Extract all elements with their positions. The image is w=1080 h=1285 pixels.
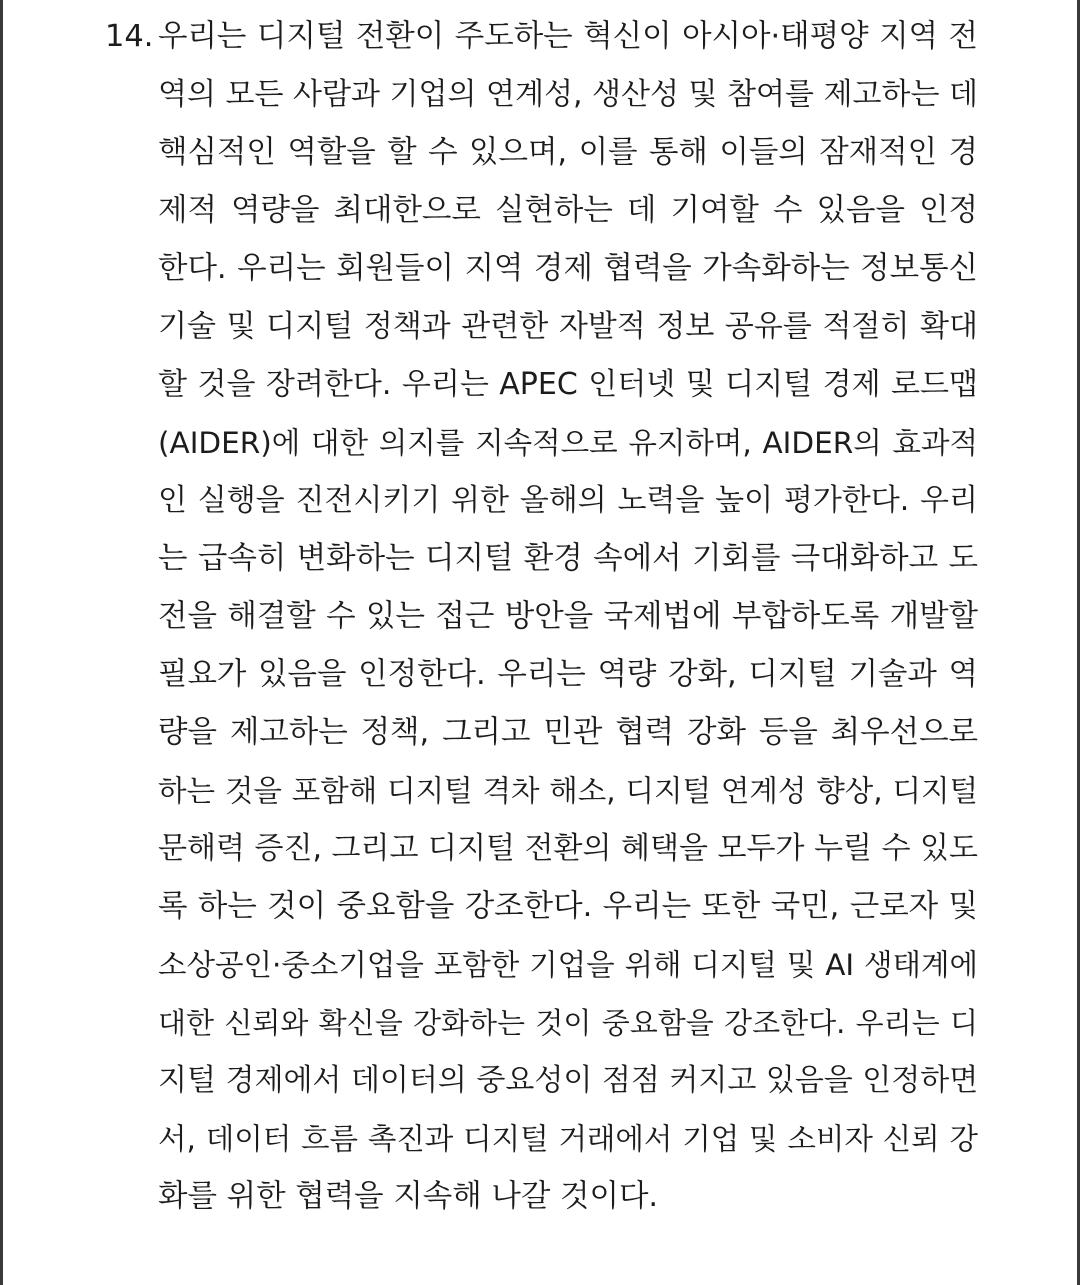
text-line: 량을 제고하는 정책, 그리고 민관 협력 강화 등을 최우선으로 xyxy=(158,715,978,750)
text-line: 전을 해결할 수 있는 접근 방안을 국제법에 부합하도록 개발할 xyxy=(158,599,978,634)
paragraph-body xyxy=(158,8,978,1226)
text-line: (AIDER)에 대한 의지를 지속적으로 유지하며, AIDER의 효과적 xyxy=(158,426,978,460)
text-line: 핵심적인 역할을 할 수 있으며, 이를 통해 이들의 잠재적인 경 xyxy=(158,135,978,170)
text-line: 서, 데이터 흐름 촉진과 디지털 거래에서 기업 및 소비자 신뢰 강 xyxy=(158,1122,978,1156)
text-line: 역의 모든 사람과 기업의 연계성, 생산성 및 참여를 제고하는 데 xyxy=(158,77,978,112)
text-line: 필요가 있음을 인정한다. 우리는 역량 강화, 디지털 기술과 역 xyxy=(158,657,978,692)
text-line: 는 급속히 변화하는 디지털 환경 속에서 기회를 극대화하고 도 xyxy=(158,541,978,576)
item-number: 14. xyxy=(105,19,154,54)
text-line: 지털 경제에서 데이터의 중요성이 점점 커지고 있음을 인정하면 xyxy=(158,1063,978,1098)
text-line-last: 화를 위한 협력을 지속해 나갈 것이다. xyxy=(158,1179,659,1214)
page-edge-left xyxy=(0,0,3,1285)
text-line: 할 것을 장려한다. 우리는 APEC 인터넷 및 디지털 경제 로드맵 xyxy=(158,367,978,402)
text-line: 소상공인·중소기업을 포함한 기업을 위해 디지털 및 AI 생태계에 xyxy=(158,948,978,982)
text-line: 대한 신뢰와 확신을 강화하는 것이 중요함을 강조한다. 우리는 디 xyxy=(158,1006,978,1040)
text-line: 우리는 디지털 전환이 주도하는 혁신이 아시아·태평양 지역 전 xyxy=(158,19,978,54)
text-line: 한다. 우리는 회원들이 지역 경제 협력을 가속화하는 정보통신 xyxy=(158,251,978,286)
text-line: 제적 역량을 최대한으로 실현하는 데 기여할 수 있음을 인정 xyxy=(158,193,978,228)
text-line: 문해력 증진, 그리고 디지털 전환의 혜택을 모두가 누릴 수 있도 xyxy=(158,831,978,866)
text-line: 록 하는 것이 중요함을 강조한다. 우리는 또한 국민, 근로자 및 xyxy=(158,889,978,924)
text-line: 인 실행을 진전시키기 위한 올해의 노력을 높이 평가한다. 우리 xyxy=(158,483,978,518)
text-line: 하는 것을 포함해 디지털 격차 해소, 디지털 연계성 향상, 디지털 xyxy=(158,774,978,808)
text-line: 기술 및 디지털 정책과 관련한 자발적 정보 공유를 적절히 확대 xyxy=(158,309,978,344)
